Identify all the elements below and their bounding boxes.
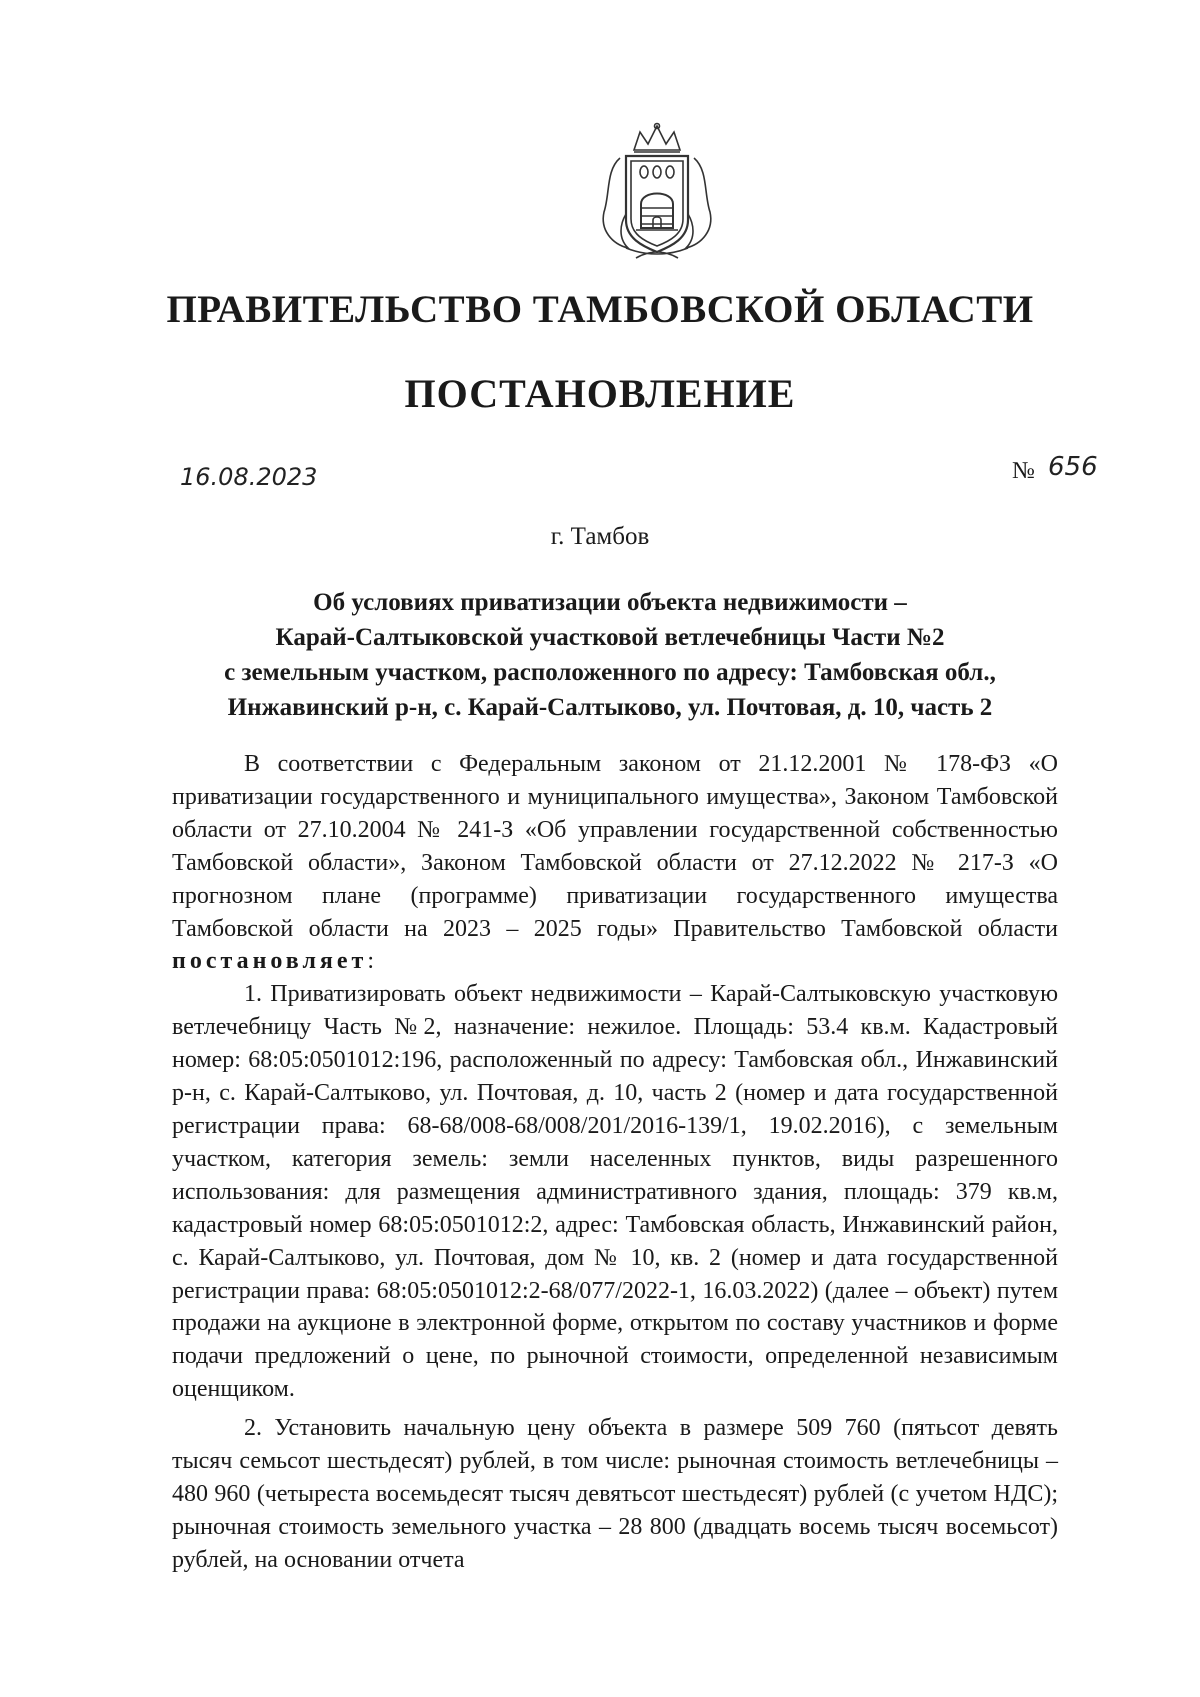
item-1-paragraph: 1. Приватизировать объект недвижимости – Карай-Салтыковскую участковую ветлечебницу Часть №2, назначение: нежилое. Площадь: 53.4 кв.м. Кадастровый номер: 68:05:0501012:196, расположенный по адресу: Тамбовская обл., Инжавинский р-н, с. Карай-Салтыково, ул. Почтовая, д. 10, часть 2 (номер и дата государственной регистрации права: 68-68/008-68/008/201/2016-139/1, 19.02.2016), с земельным участком, категория земель: земли населенных пунктов, виды разрешенного использования: для размещения административного здания, площадь: 379 кв.м, кадастровый номер 68:05:0501012:2, адрес: Тамбовская область, Инжавинский район, с. Карай-Салтыково, ул. Почтовая, дом № 10, кв. 2 (номер и дата государственной регистрации права: 68:05:0501012:2-68/077/2022-1, 16.03.2022) (далее – объект) путем продажи на аукционе в электронной форме, открытом по составу участников и форме подачи предложений о цене, по рыночной стоимости, определенной независимым оценщиком. [172, 981, 1058, 1403]
document-date: 16.08.2023 [180, 463, 318, 491]
item-2-paragraph: 2. Установить начальную цену объекта в размере 509 760 (пятьсот девять тысяч семьсот шестьдесят) рублей, в том числе: рыночная стоимость ветлечебницы – 480 960 (четыреста восемьдесят тысяч девятьсот шестьдесят) рублей (с учетом НДС); рыночная стоимость земельного участка – 28 800 (двадцать восемь тысяч восемьсот) рублей, на основании отчета [172, 1415, 1058, 1573]
document-city: г. Тамбов [550, 523, 650, 550]
document-body [172, 748, 1058, 1577]
preamble-text: В соответствии с Федеральным законом от 21.12.2001 № 178-ФЗ «О приватизации государственного и муниципального имущества», Законом Тамбовской области от 27.10.2004 № 241-З «Об управлении государственной собственностью Тамбовской области», Законом Тамбовской области от 27.12.2022 № 217-З «О прогнозном плане (программе) приватизации государственного имущества Тамбовской области на 2023 – 2025 годы» Правительство Тамбовской области [172, 751, 1058, 942]
document-number: 656 [1048, 452, 1098, 482]
document-subject [150, 585, 1070, 725]
tambov-coat-of-arms-icon [596, 120, 718, 262]
subject-line: Карай-Салтыковской участковой ветлечебницы Части №2 [275, 624, 945, 651]
subject-line: Инжавинский р-н, с. Карай-Салтыково, ул. Почтовая, д. 10, часть 2 [227, 694, 993, 721]
document-type: ПОСТАНОВЛЕНИЕ [404, 371, 796, 416]
preamble-paragraph [172, 748, 1058, 978]
subject-line: Об условиях приватизации объекта недвижимости – [313, 589, 907, 616]
subject-line: с земельным участком, расположенного по адресу: Тамбовская обл., [224, 659, 996, 686]
resolves-colon: : [367, 948, 374, 975]
resolves-word: постановляет [172, 948, 368, 975]
document-number-label: № [1012, 458, 1035, 484]
organization-title: ПРАВИТЕЛЬСТВО ТАМБОВСКОЙ ОБЛАСТИ [166, 288, 1034, 331]
